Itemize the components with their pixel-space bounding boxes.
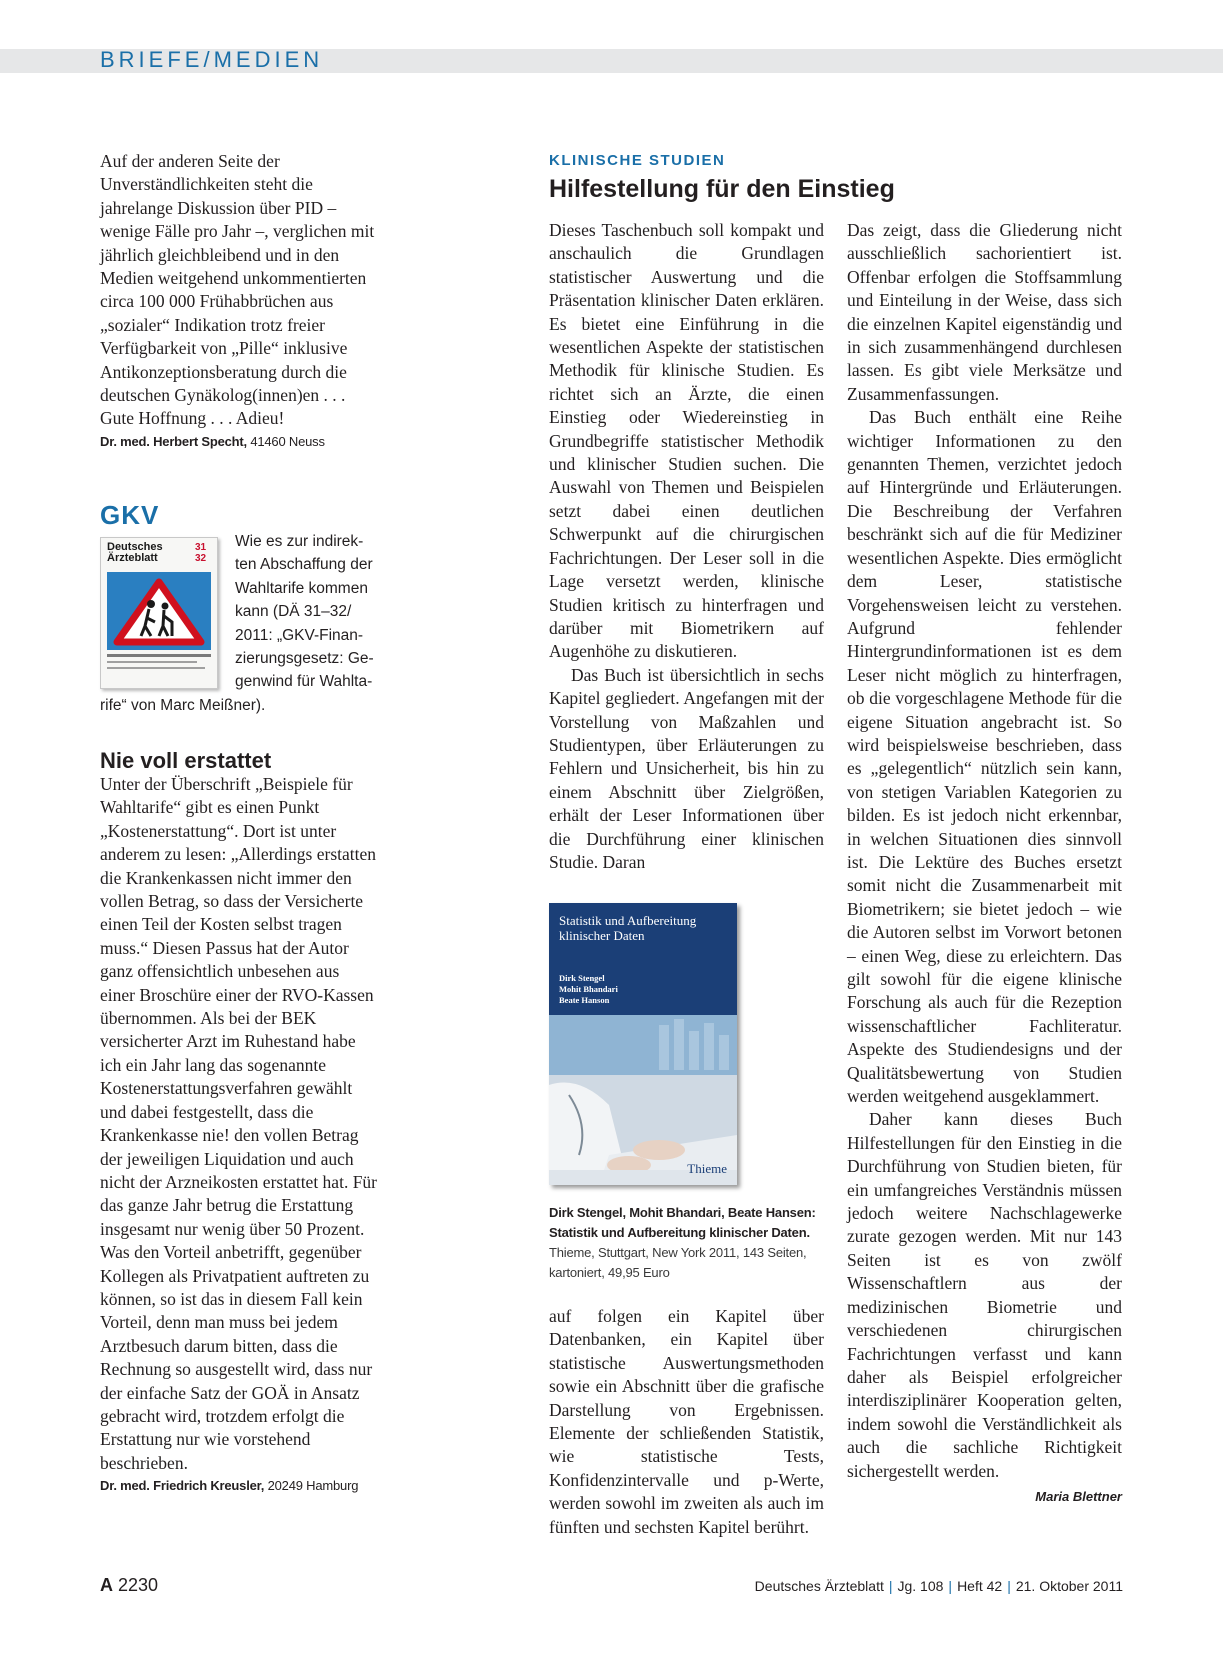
section-label: BRIEFE/MEDIEN <box>100 47 324 72</box>
gkv-intro-line: Wahltarife kommen <box>235 579 368 597</box>
letter-2-author: Dr. med. Friedrich Kreusler, <box>100 1478 265 1494</box>
letter-1-location: 41460 Neuss <box>250 433 325 449</box>
page-number <box>100 1575 158 1596</box>
book-cover-author: Mohit Bhandari <box>559 984 618 994</box>
book-cover-author: Dirk Stengel <box>559 973 605 983</box>
caption-line: Thieme, Stuttgart, New York 2011, 143 Seiten, <box>549 1245 807 1260</box>
page-prefix: A <box>100 1575 113 1595</box>
letter-1-body: Auf der anderen Seite der Unverständlichkeiten steht die jahrelange Diskussion über PID – wenige Fälle pro Jahr –, verglichen mit jährlich gleichbleibend und in den Medien weitgehend unkommentierten circa 100 000 Frühabbrüchen aus „sozialer“ Indikation trotz freier Verfügbarkeit von „Pille“ inklusive Antikonzeptionsberatung durch die deutschen Gynäkolog(innen)en . . . Gute Hoffnung . . . Adieu! <box>100 151 375 429</box>
gkv-intro-line: 2011: „GKV-Finan- <box>235 626 364 644</box>
letter-1-author: Dr. med. Herbert Specht, <box>100 433 247 449</box>
caption-line: kartoniert, 49,95 Euro <box>549 1265 670 1280</box>
reviewer-signature: Maria Blettner <box>1035 1488 1122 1504</box>
footer-journal: Deutsches Ärzteblatt <box>754 1578 884 1594</box>
review-title: Hilfestellung für den Einstieg <box>549 175 895 203</box>
gkv-intro-line: zierungsgesetz: Ge- <box>235 650 374 668</box>
journal-cover-title: Deutsches Ärzteblatt <box>107 541 163 564</box>
caption-line: Dirk Stengel, Mohit Bhandari, Beate Hansen: <box>549 1205 816 1220</box>
gkv-intro-line: genwind für Wahlta- <box>235 673 373 691</box>
book-cover <box>549 903 737 1185</box>
review-kicker: KLINISCHE STUDIEN <box>549 152 726 169</box>
review-paragraph: Das Buch enthält eine Reihe wichtiger Informationen zu den genannten Themen, verzichtet jedoch auf Hintergründe und Erläuterungen. Die Beschreibung der Verfahren beschränkt sich auf die für Mediziner wesentlichen Aspekte. Dies ermöglicht dem Leser, statistische Vorgehensweisen leicht zu verstehen. Aufgrund fehlender Hintergrundinformationen ist es dem Leser nicht möglich zu hinterfragen, ob die vorgeschlagene Methode für die eigene Situation angebracht ist. So wird beispielsweise beschrieben, dass es „gelegentlich“ nützlich sein kann, von stetigen Variablen Kategorien zu bilden. Es ist jedoch nicht erkennbar, in welchen Situationen dies sinnvoll ist. Die Lektüre des Buches ersetzt somit nicht die Zusammenarbeit mit Biometrikern; sie bietet jedoch – wie die Autoren selbst im Vorwort betonen – einen Weg, diese zu erleichtern. Das gilt sowohl für die eigene klinische Forschung als auch für die Rezeption wissenschaftlicher Fachliteratur. Aspekte des Studiendesigns und der Qualitätsbewertung von Studien werden weitgehend ausgeklammert. <box>847 407 1122 1107</box>
gkv-intro-line: ten Abschaffung der <box>235 556 373 574</box>
page-number-value: 2230 <box>118 1575 159 1595</box>
letter-2-heading: Nie voll erstattet <box>100 748 272 773</box>
review-paragraph: Das zeigt, dass die Gliederung nicht ausschließlich sachorientiert ist. Offenbar erfolgen die Stoffsammlung und Einteilung in der Weise, dass sich die einzelnen Kapitel eigenständig und in sich zusammenhängend durchlesen lassen. Es gibt viele Merksätze und Zusammenfassungen. <box>847 220 1122 404</box>
review-paragraph: Das Buch ist übersichtlich in sechs Kapitel gegliedert. Angefangen mit der Vorstellung von Maßzahlen und Studientypen, über Erläuterungen zu Fehlern und Unsicherheit, bis hin zu einem Abschnitt über Zielgrößen, erhält der Leser Informationen über die Durchführung einer klinischen Studie. Daran <box>549 664 824 872</box>
gkv-heading: GKV <box>100 500 160 530</box>
letter-2-signature <box>100 1477 378 1495</box>
footer-journal-info: Deutsches Ärzteblatt | Jg. 108 | Heft 42 | 21. Oktober 2011 <box>754 1578 1123 1594</box>
letter-2 <box>100 773 378 1495</box>
book-cover-publisher: Thieme <box>687 1161 727 1176</box>
gkv-intro-line: kann (DÄ 31–32/ <box>235 603 352 621</box>
footer-volume: Jg. 108 <box>897 1578 944 1594</box>
letter-2-body: Unter der Überschrift „Beispiele für Wahltarife“ gibt es einen Punkt „Kostenerstattung“. Dort ist unter anderem zu lesen: „Allerdings erstatten die Krankenkassen nicht immer den vollen Betrag, so dass der Versicherte einen Teil der Kosten selbst tragen muss.“ Diesen Passus hat der Autor ganz offensichtlich unbesehen aus einer Broschüre einer der RVO-Kassen übernommen. Als bei der BEK versicherter Arzt im Ruhestand habe ich ein Jahr lang das sogenannte Kostenerstattungsverfahren gewählt und dabei festgestellt, dass die Krankenkasse nie! den vollen Betrag der jeweiligen Liquidation und auch nicht der Arzneikosten erstattet hat. Für das ganze Jahr betrug die Erstattung insgesamt nur wenig über 50 Prozent. Was den Vorteil anbetrifft, gegenüber Kollegen als Privatpatient auftreten zu können, so ist das in diesem Fall kein Vorteil, denn man muss bei jedem Arztbesuch darum bitten, dass die Rechnung so ausgestellt wird, dass nur der einfache Satz der GOÄ in Ansatz gebracht wird, trotzdem erfolgt die Erstattung nur wie vorstehend beschrieben. <box>100 774 378 1473</box>
book-cover-title: Statistik und Aufbereitung klinischer Daten <box>559 913 697 943</box>
gkv-intro-line: Wie es zur indirek- <box>235 533 364 550</box>
book-cover-image <box>549 1015 737 1185</box>
letter-2-location: 20249 Hamburg <box>267 1478 359 1494</box>
review-column-mid-continued <box>549 1305 824 1539</box>
review-column-mid <box>549 219 824 874</box>
letter-1 <box>100 150 378 451</box>
book-caption <box>549 1203 839 1283</box>
letter-1-signature <box>100 433 378 451</box>
review-column-right <box>847 219 1122 1508</box>
journal-cover-issue: 31 32 <box>195 542 207 564</box>
footer-issue: Heft 42 <box>957 1578 1003 1594</box>
review-paragraph: auf folgen ein Kapitel über Datenbanken, ein Kapitel über statistische Auswertungsmethoden sowie ein Abschnitt über die grafische Darstellung von Ergebnissen. Elemente der schließenden Statistik, wie statistische Tests, Konfidenzintervalle und p-Werte, werden sowohl im zweiten als auch im fünften und sechsten Kapitel berührt. <box>549 1306 824 1537</box>
footer-date: 21. Oktober 2011 <box>1015 1578 1123 1594</box>
gkv-intro-line: rife“ von Marc Meißner). <box>100 696 266 714</box>
book-cover-authors <box>559 973 618 1006</box>
review-paragraph: Daher kann dieses Buch Hilfestellungen für den Einstieg in die Durchführung von Studien bieten, für ein umfangreiches Verständnis müssen jedoch weitere Nachschlagewerke zurate gezogen werden. Mit nur 143 Seiten ist es von zwölf Wissenschaftlern aus der medizinischen Biometrie und verschiedenen chirurgischen Fachrichtungen verfasst und kann daher als Beispiel erfolgreicher interdisziplinärer Kooperation gelten, indem sowohl die Verständlichkeit als auch die sachliche Richtigkeit sichergestellt werden. <box>847 1109 1122 1481</box>
book-cover-author: Beate Hanson <box>559 995 610 1005</box>
review-paragraph: Dieses Taschenbuch soll kompakt und anschaulich die Grundlagen statistischer Auswertung und die Präsentation klinischer Daten erklären. Es bietet eine Einführung in die wesentlichen Aspekte der statistischen Methodik für klinische Studien. Es richtet sich an Ärzte, die einen Einstieg oder Wiedereinstieg in Grundbegriffe statistischer Methodik und klinischer Studien suchen. Die Auswahl von Themen und Beispielen setzt dabei einen deutlichen Schwerpunkt auf die chirurgischen Fachrichtungen. Der Leser soll in die Lage versetzt werden, klinische Studien kritisch zu hinterfragen und darüber mit Biometrikern auf Augenhöhe zu diskutieren. <box>549 220 824 662</box>
caption-line: Statistik und Aufbereitung klinischer Daten. <box>549 1225 810 1240</box>
gkv-intro <box>100 530 380 717</box>
